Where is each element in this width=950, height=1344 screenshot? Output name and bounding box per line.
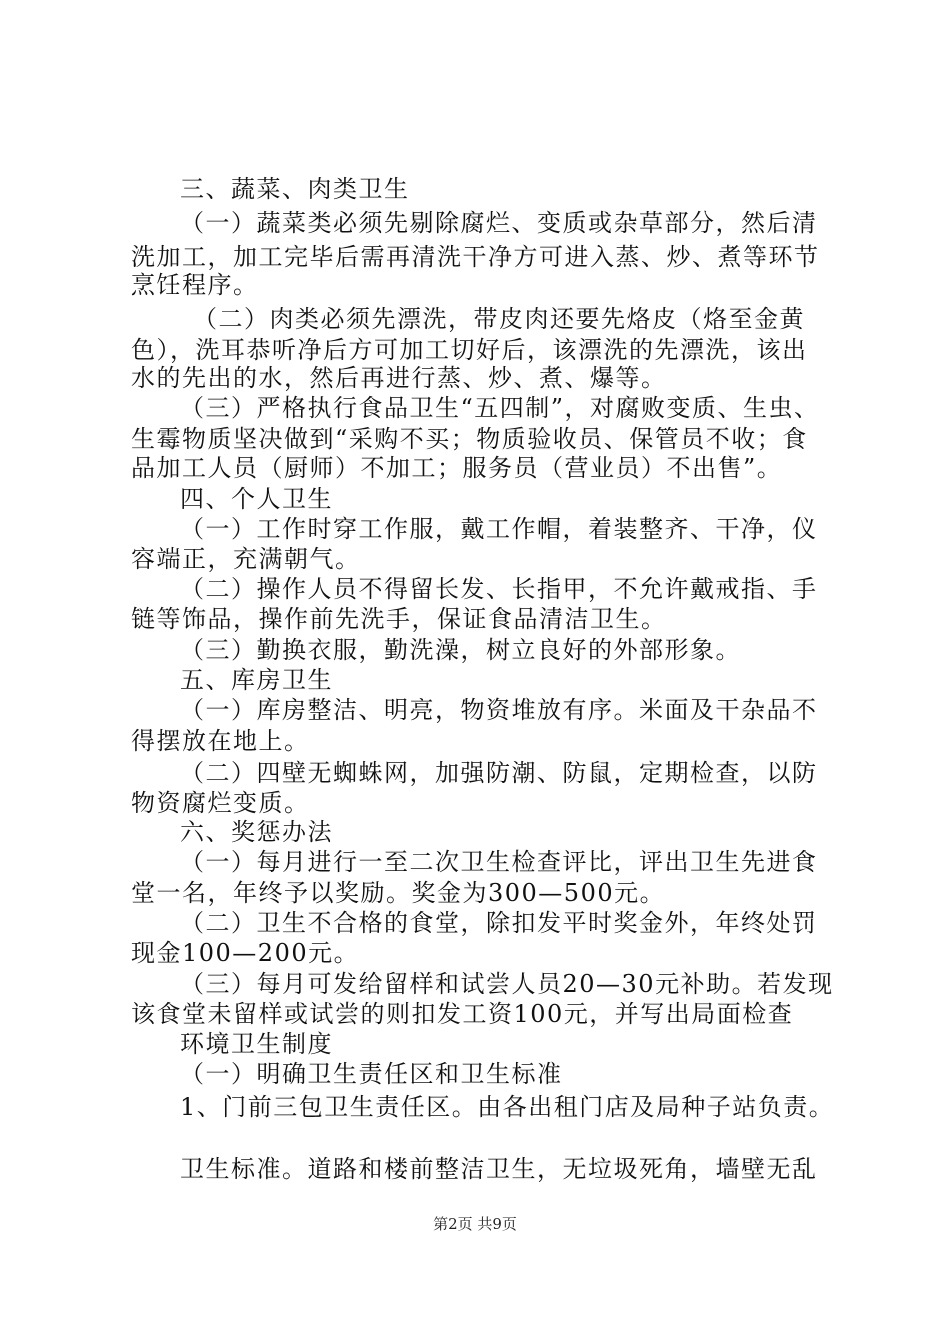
text-line: 得摆放在地上。 <box>131 727 310 755</box>
text-line: 容端正，充满朝气。 <box>131 545 361 573</box>
section-heading-vegetables-meat: 三、蔬菜、肉类卫生 <box>180 175 410 203</box>
text-line: 物资腐烂变质。 <box>131 789 310 817</box>
text-line: （三）严格执行食品卫生“五四制”，对腐败变质、生虫、 <box>180 394 820 422</box>
page-number-footer: 第2页 共9页 <box>433 1215 517 1233</box>
text-line: （二）操作人员不得留长发、长指甲，不允许戴戒指、手 <box>180 575 818 603</box>
text-line: 1、门前三包卫生责任区。由各出租门店及局种子站负责。 <box>180 1093 835 1121</box>
text-line: 色），洗耳恭听净后方可加工切好后，该漂洗的先漂洗，该出 <box>131 336 808 364</box>
text-line: （一）蔬菜类必须先剔除腐烂、变质或杂草部分，然后清 <box>180 209 818 237</box>
text-line: 卫生标准。道路和楼前整洁卫生，无垃圾死角，墙壁无乱 <box>180 1155 818 1183</box>
text-line: （二）卫生不合格的食堂，除扣发平时奖金外，年终处罚 <box>180 909 818 937</box>
text-line: 水的先出的水，然后再进行蒸、炒、煮、爆等。 <box>131 364 667 392</box>
section-heading-personal-hygiene: 四、个人卫生 <box>180 485 333 513</box>
text-line: 生霉物质坚决做到“采购不买；物质验收员、保管员不收；食 <box>131 425 808 453</box>
text-line: 该食堂未留样或试尝的则扣发工资100元，并写出局面检查 <box>131 1000 794 1028</box>
section-heading-environmental-hygiene: 环境卫生制度 <box>180 1030 333 1058</box>
text-line: 烹饪程序。 <box>131 271 259 299</box>
text-line: 品加工人员（厨师）不加工；服务员（营业员）不出售”。 <box>131 454 783 482</box>
section-heading-rewards-penalties: 六、奖惩办法 <box>180 818 333 846</box>
text-line: 洗加工，加工完毕后需再清洗干净方可进入蒸、炒、煮等环节 <box>131 243 820 271</box>
section-heading-warehouse-hygiene: 五、库房卫生 <box>180 666 333 694</box>
text-line: （二）肉类必须先漂洗，带皮肉还要先烙皮（烙至金黄 <box>193 305 805 333</box>
text-line: （一）库房整洁、明亮，物资堆放有序。米面及干杂品不 <box>180 696 818 724</box>
text-line: 链等饰品，操作前先洗手，保证食品清洁卫生。 <box>131 605 667 633</box>
text-line: （一）每月进行一至二次卫生检查评比，评出卫生先进食 <box>180 848 818 876</box>
text-line: （三）勤换衣服，勤洗澡，树立良好的外部形象。 <box>180 636 741 664</box>
text-line: （二）四壁无蜘蛛网，加强防潮、防鼠，定期检查，以防 <box>180 759 818 787</box>
text-line: （一）明确卫生责任区和卫生标准 <box>180 1060 563 1088</box>
text-line: 堂一名，年终予以奖励。奖金为300—500元。 <box>131 879 666 907</box>
text-line: （三）每月可发给留样和试尝人员20—30元补助。若发现 <box>180 970 834 998</box>
text-line: （一）工作时穿工作服，戴工作帽，着装整齐、干净，仪 <box>180 515 818 543</box>
text-line: 现金100—200元。 <box>131 939 360 967</box>
